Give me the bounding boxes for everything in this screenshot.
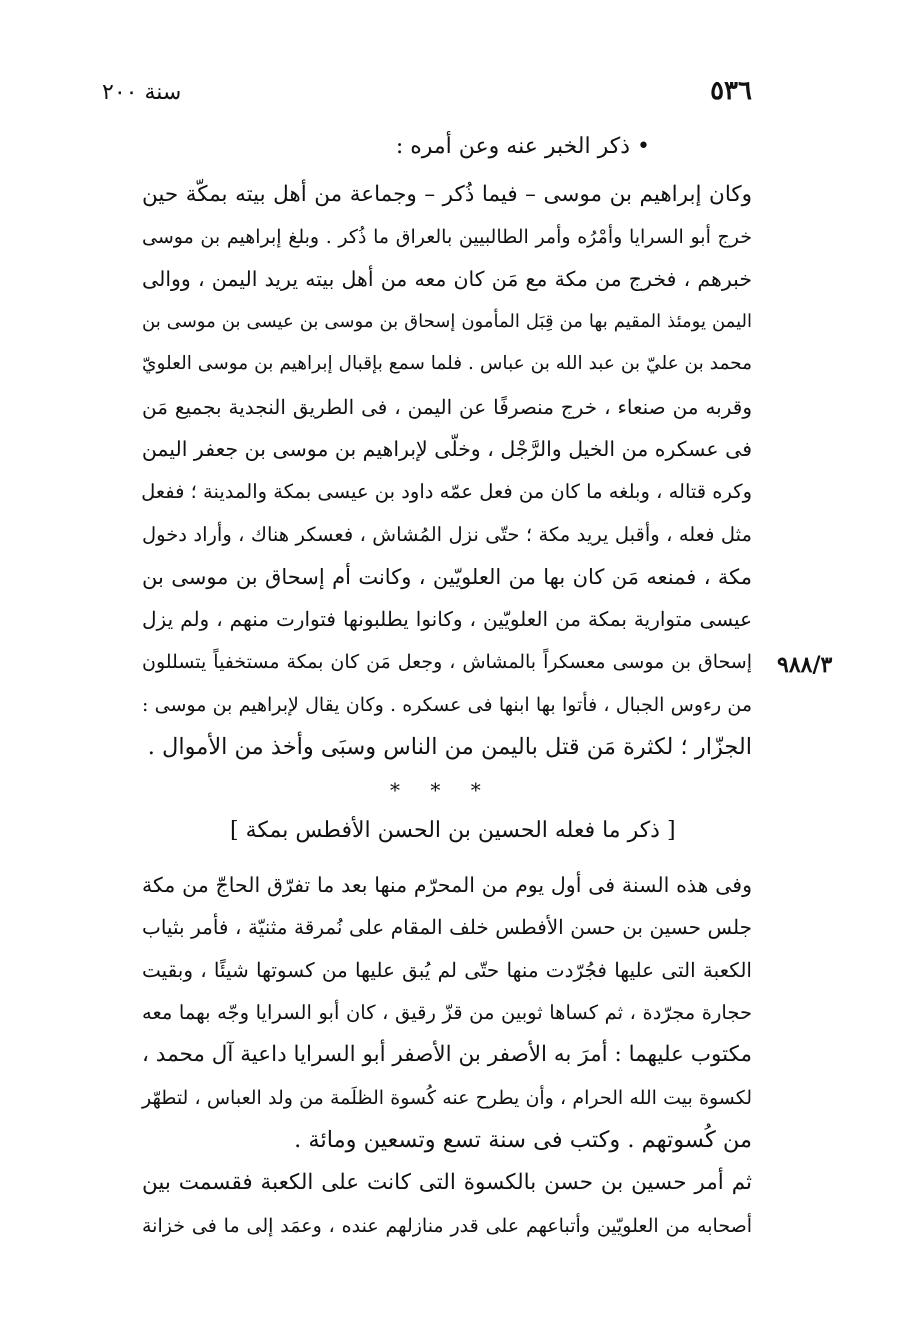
text-line: الكعبة التى عليها فجُرّدت منها حتّى لم يُبق عليها من كسوتها شيئًا ، وبقيت xyxy=(142,958,752,982)
text-line: وقربه من صنعاء ، خرج منصرفًا عن اليمن ، فى الطريق النجدية بجميع مَن xyxy=(142,395,752,419)
text-line: الجزّار ؛ لكثرة مَن قتل باليمن من الناس وسبَى وأخذ من الأموال . xyxy=(147,734,752,760)
text-line: خبرهم ، فخرج من مكة مع مَن كان معه من أهل بيته يريد اليمن ، ووالى xyxy=(142,267,752,291)
text-line: وكره قتاله ، وبلغه ما كان من فعل عمّه داود بن عيسى بمكة والمدينة ؛ ففعل xyxy=(141,480,752,503)
text-line: من رءوس الجبال ، فأتوا بها ابنها فى عسكره . وكان يقال لإبراهيم بن موسى : xyxy=(142,694,752,716)
text-line: وفى هذه السنة فى أول يوم من المحرّم منها بعد ما تفرّق الحاجّ من مكة xyxy=(142,873,752,897)
section-heading: [ ذكر ما فعله الحسين بن الحسن الأفطس بمكة ] xyxy=(230,818,676,843)
text-line: لكسوة بيت الله الحرام ، وأن يطرح عنه كُسوة الظلَمة من ولد العباس ، لتطهّر xyxy=(142,1087,752,1109)
text-line: عيسى متوارية بمكة من العلويّين ، وكانوا يطلبونها فتوارت منهم ، ولم يزل xyxy=(142,607,752,631)
page-number: ٥٣٦ xyxy=(710,76,752,106)
text-line: مثل فعله ، وأقبل يريد مكة ؛ حتّى نزل المُشاش ، فعسكر هناك ، وأراد دخول xyxy=(142,523,752,546)
section-separator: * * * xyxy=(390,778,493,802)
text-line: جلس حسين بن حسن الأفطس خلف المقام على نُمرقة مثنيّة ، فأمر بثياب xyxy=(142,915,752,939)
text-line: وكان إبراهيم بن موسى – فيما ذُكر – وجماعة من أهل بيته بمكّة حين xyxy=(142,182,752,207)
section-heading: • ذكر الخبر عنه وعن أمره : xyxy=(395,134,650,159)
text-line: محمد بن عليّ بن عبد الله بن عباس . فلما سمع بإقبال إبراهيم بن موسى العلويّ xyxy=(142,353,752,374)
margin-reference: ٩٨٨/٣ xyxy=(777,652,833,678)
text-line: إسحاق بن موسى معسكراً بالمشاش ، وجعل مَن كان بمكة مستخفياً يتسللون xyxy=(142,651,752,673)
text-line: من كُسوتهم . وكتب فى سنة تسع وتسعين ومائة . xyxy=(294,1127,752,1153)
text-line: خرج أبو السرايا وأمْرُه وأمر الطالبيين بالعراق ما ذُكر . وبلغ إبراهيم بن موسى xyxy=(142,226,752,248)
text-line: ثم أمر حسين بن حسن بالكسوة التى كانت على الكعبة فقسمت بين xyxy=(142,1170,752,1195)
running-header-year: سنة ٢٠٠ xyxy=(102,80,182,105)
text-line: أصحابه من العلويّين وأتباعهم على قدر منازلهم عنده ، وعمَد إلى ما فى خزانة xyxy=(142,1215,752,1237)
text-line: مكتوب عليهما : أمرَ به الأصفر بن الأصفر أبو السرايا داعية آل محمد ، xyxy=(142,1042,752,1067)
text-line: فى عسكره من الخيل والرَّجْل ، وخلّى لإبراهيم بن موسى بن جعفر اليمن xyxy=(141,437,752,461)
text-line: مكة ، فمنعه مَن كان بها من العلويّين ، وكانت أم إسحاق بن موسى بن xyxy=(142,565,752,589)
text-line: حجارة مجرّدة ، ثم كساها ثوبين من قزّ رقيق ، كان أبو السرايا وجّه بهما معه xyxy=(142,1001,752,1024)
text-line: اليمن يومئذ المقيم بها من قِبَل المأمون إسحاق بن موسى بن عيسى بن موسى بن xyxy=(142,311,752,332)
